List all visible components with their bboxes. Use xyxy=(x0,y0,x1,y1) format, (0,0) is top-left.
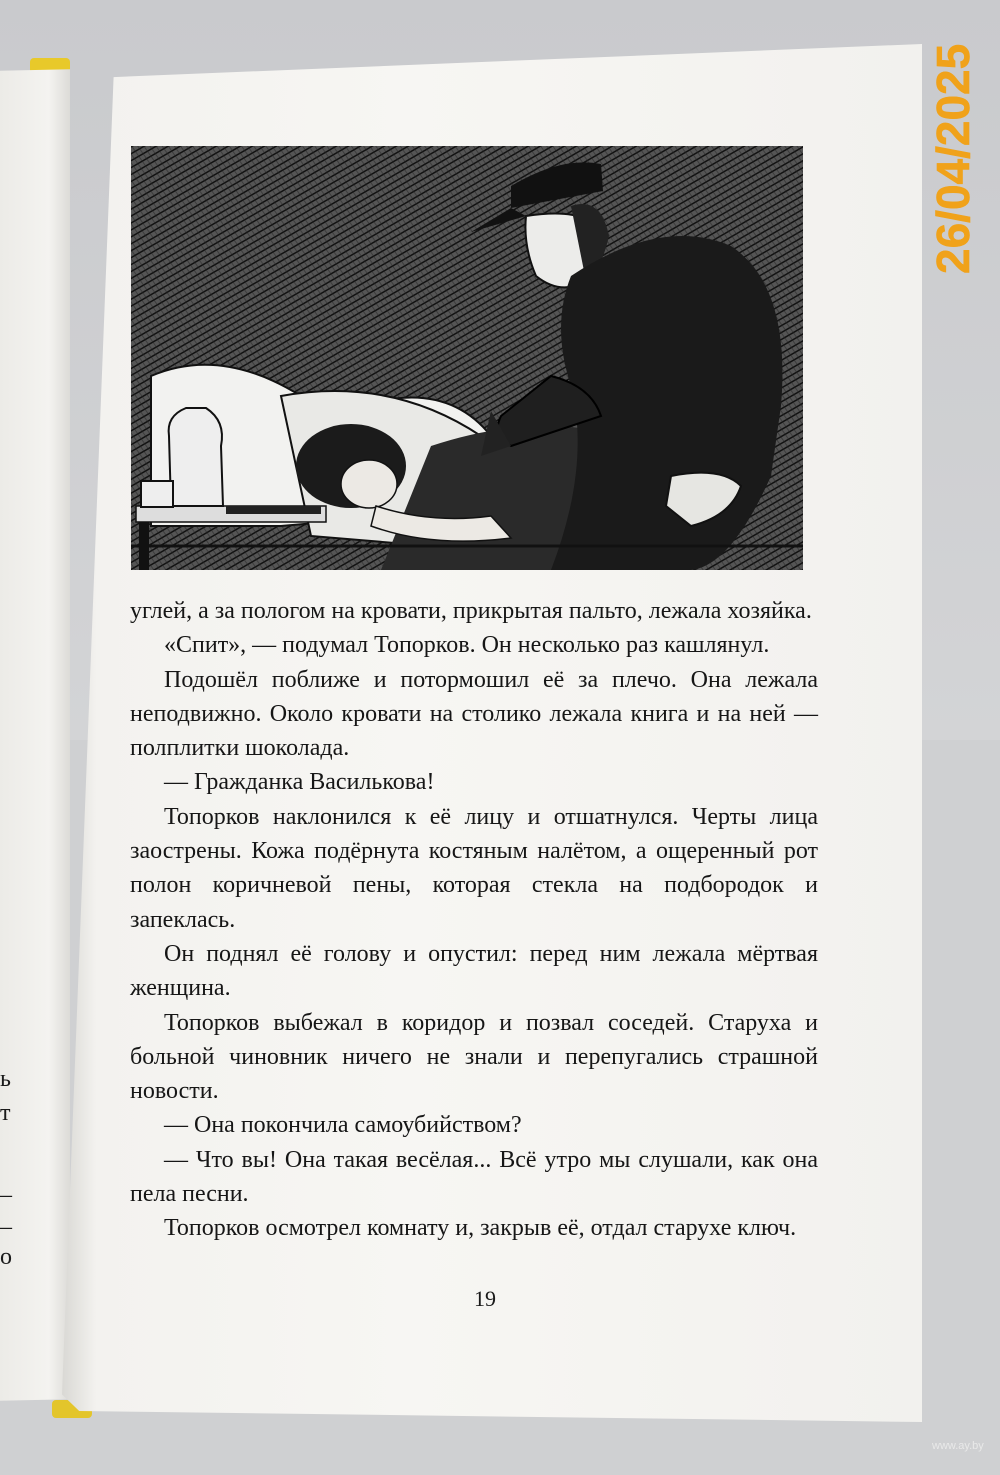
left-page-fragment: ь xyxy=(0,1066,11,1092)
illustration xyxy=(131,146,803,570)
paragraph: Подошёл поближе и потормошил её за плечо. Она лежала неподвижно. Около кровати на столико лежала книга и на ней — полплитки шоколада. xyxy=(130,666,818,762)
paragraph: «Спит», — подумал Топорков. Он несколько раз кашлянул. xyxy=(164,632,770,659)
site-watermark: www.ay.by xyxy=(932,1440,984,1452)
left-page-fragment: – xyxy=(0,1182,12,1208)
ink-illustration-icon xyxy=(131,146,803,570)
paragraph: — Она покончила самоубийством? xyxy=(164,1112,522,1139)
left-page-fragment: т xyxy=(0,1100,11,1126)
photo-date-stamp xyxy=(925,40,983,276)
paragraph: Топорков осмотрел комнату и, закрыв её, отдал старухе ключ. xyxy=(164,1215,797,1242)
paragraph: — Что вы! Она такая весёлая... Всё утро мы слушали, как она пела песни. xyxy=(130,1146,818,1208)
left-page-fragment: – xyxy=(0,1214,12,1240)
paragraph: Он поднял её голову и опустил: перед ним лежала мёртвая женщина. xyxy=(130,940,818,1002)
body-text xyxy=(130,594,818,1246)
paragraph: Топорков наклонился к её лицу и отшатнулся. Черты лица заострены. Кожа подёрнута костяным налётом, а ощеренный рот полон коричневой пены, которая стекла на подбородок и запеклась. xyxy=(130,803,818,933)
paragraph: — Гражданка Василькова! xyxy=(164,769,435,796)
photo-date-text: 26/04/2025 xyxy=(927,43,979,274)
paragraph: Топорков выбежал в коридор и позвал соседей. Старуха и больной чиновник ничего не знали и перепугались страшной новости. xyxy=(130,1009,818,1105)
left-page-fragment: о xyxy=(0,1244,12,1270)
paragraph: углей, а за пологом на кровати, прикрытая пальто, лежала хозяйка. xyxy=(130,598,812,624)
page-number: 19 xyxy=(474,1286,496,1311)
